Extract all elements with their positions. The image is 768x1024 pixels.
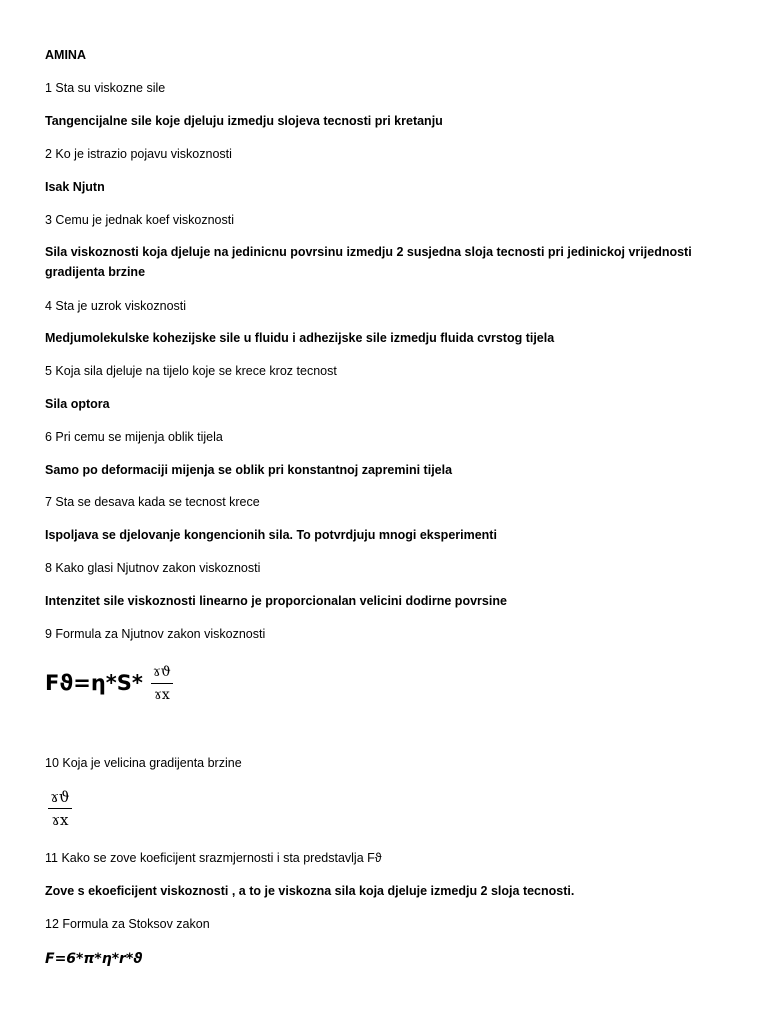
question-4: 4 Sta je uzrok viskoznosti: [45, 299, 187, 313]
document-title: AMINA: [45, 48, 86, 62]
newton-formula: [45, 658, 173, 708]
gradient-formula-denominator: ɤx: [51, 811, 69, 829]
question-12: 12 Formula za Stoksov zakon: [45, 917, 210, 931]
question-1: 1 Sta su viskozne sile: [45, 81, 166, 95]
newton-formula-fraction: [151, 663, 173, 704]
question-3: 3 Cemu je jednak koef viskoznosti: [45, 213, 234, 227]
answer-3: Sila viskoznosti koja djeluje na jedinicnu povrsinu izmedju 2 susjedna sloja tecnosti pri jedinickoj vrijednosti gradijenta brzine: [45, 245, 692, 279]
answer-2: Isak Njutn: [45, 180, 105, 194]
answer-1: Tangencijalne sile koje djeluju izmedju slojeva tecnosti pri kretanju: [45, 114, 443, 128]
question-11: 11 Kako se zove koeficijent srazmjernosti i sta predstavlja Fϑ: [45, 851, 382, 865]
newton-formula-numerator: ɤϑ: [152, 663, 171, 680]
gradient-formula-numerator: ɤϑ: [50, 788, 70, 806]
question-10: 10 Koja je velicina gradijenta brzine: [45, 756, 242, 770]
newton-formula-denominator: ɤx: [153, 686, 170, 703]
answer-8: Intenzitet sile viskoznosti linearno je proporcionalan velicini dodirne povrsine: [45, 594, 507, 608]
question-9: 9 Formula za Njutnov zakon viskoznosti: [45, 627, 266, 641]
question-6: 6 Pri cemu se mijenja oblik tijela: [45, 430, 223, 444]
answer-4: Medjumolekulske kohezijske sile u fluidu i adhezijske sile izmedju fluida cvrstog tijela: [45, 331, 555, 345]
question-2: 2 Ko je istrazio pojavu viskoznosti: [45, 147, 232, 161]
fraction-bar: [48, 808, 72, 809]
question-5: 5 Koja sila djeluje na tijelo koje se krece kroz tecnost: [45, 364, 337, 378]
gradient-formula: [48, 788, 72, 829]
newton-formula-lhs: Fϑ=η*S*: [45, 671, 143, 695]
question-7: 7 Sta se desava kada se tecnost krece: [45, 495, 260, 509]
answer-11: Zove s ekoeficijent viskoznosti , a to je viskozna sila koja djeluje izmedju 2 sloja tecnosti.: [45, 884, 575, 898]
question-8: 8 Kako glasi Njutnov zakon viskoznosti: [45, 561, 261, 575]
stokes-formula: F=6*π*η*r*ϑ: [45, 951, 143, 967]
answer-6: Samo po deformaciji mijenja se oblik pri konstantnoj zapremini tijela: [45, 463, 453, 477]
answer-7: Ispoljava se djelovanje kongencionih sila. To potvrdjuju mnogi eksperimenti: [45, 528, 497, 542]
answer-5: Sila optora: [45, 397, 110, 411]
fraction-bar: [151, 683, 173, 684]
